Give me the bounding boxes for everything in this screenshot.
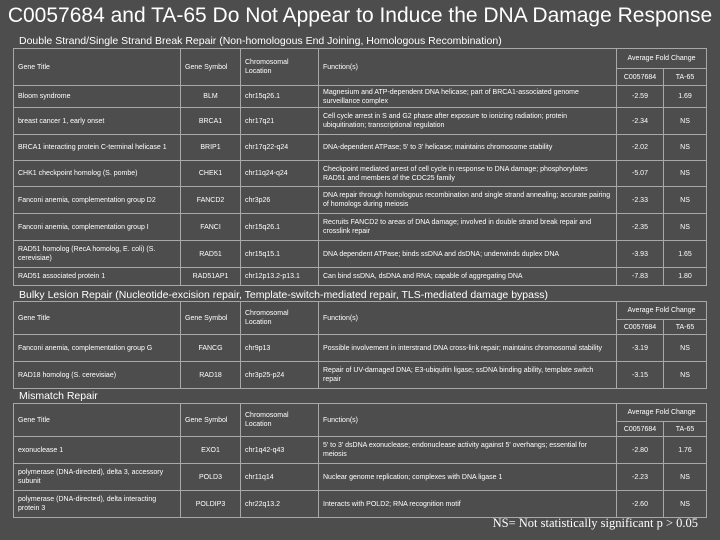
cell-gene-title: RAD51 associated protein 1 xyxy=(14,268,181,286)
cell-ta65: NS xyxy=(664,161,707,187)
cell-gene-symbol: BRIP1 xyxy=(181,135,241,161)
table-row xyxy=(14,268,707,286)
header-gene-symbol: Gene Symbol xyxy=(181,302,241,335)
cell-gene-title: exonuclease 1 xyxy=(14,437,181,464)
cell-ta65: 1.69 xyxy=(664,86,707,108)
table-row xyxy=(14,437,707,464)
cell-chrom-location: chr9p13 xyxy=(241,335,319,362)
cell-gene-symbol: BRCA1 xyxy=(181,108,241,135)
table-row xyxy=(14,108,707,135)
cell-gene-symbol: EXO1 xyxy=(181,437,241,464)
table-row xyxy=(14,362,707,389)
cell-ta65: NS xyxy=(664,214,707,241)
cell-function: DNA dependent ATPase; binds ssDNA and dsDNA; underwinds duplex DNA xyxy=(319,241,617,268)
header-ta65: TA-65 xyxy=(664,320,707,335)
cell-chrom-location: chr15q15.1 xyxy=(241,241,319,268)
header-functions: Function(s) xyxy=(319,404,617,437)
cell-chrom-location: chr3p26 xyxy=(241,187,319,214)
cell-function: Nuclear genome replication; complexes with DNA ligase 1 xyxy=(319,464,617,491)
cell-ta65: NS xyxy=(664,491,707,518)
cell-gene-title: polymerase (DNA-directed), delta 3, accessory subunit xyxy=(14,464,181,491)
slide-title: C0057684 and TA-65 Do Not Appear to Induce the DNA Damage Response xyxy=(7,4,713,27)
cell-ta65: 1.80 xyxy=(664,268,707,286)
cell-chrom-location: chr1q42-q43 xyxy=(241,437,319,464)
cell-ta65: NS xyxy=(664,135,707,161)
cell-c0057684: -2.02 xyxy=(617,135,664,161)
cell-gene-title: Fanconi anemia, complementation group I xyxy=(14,214,181,241)
cell-ta65: NS xyxy=(664,362,707,389)
cell-chrom-location: chr11q14 xyxy=(241,464,319,491)
cell-gene-title: breast cancer 1, early onset xyxy=(14,108,181,135)
cell-function: 5' to 3' dsDNA exonuclease; endonuclease activity against 5' overhangs; essential for meiosis xyxy=(319,437,617,464)
cell-ta65: NS xyxy=(664,464,707,491)
header-gene-title: Gene Title xyxy=(14,49,181,86)
cell-gene-title: RAD18 homolog (S. cerevisiae) xyxy=(14,362,181,389)
table-row xyxy=(14,214,707,241)
table-row xyxy=(14,491,707,518)
header-functions: Function(s) xyxy=(319,302,617,335)
table-row xyxy=(14,161,707,187)
cell-function: Checkpoint mediated arrest of cell cycle in response to DNA damage; phosphorylates RAD51 and members of the CDC25 family xyxy=(319,161,617,187)
cell-gene-symbol: POLD3 xyxy=(181,464,241,491)
cell-gene-title: polymerase (DNA-directed), delta interacting protein 3 xyxy=(14,491,181,518)
cell-gene-title: Bloom syndrome xyxy=(14,86,181,108)
header-chrom-location: Chromosomal Location xyxy=(241,302,319,335)
cell-ta65: NS xyxy=(664,187,707,214)
section-heading-break-repair: Double Strand/Single Strand Break Repair (Non-homologous End Joining, Homologous Recombination) xyxy=(19,35,502,47)
table-row xyxy=(14,135,707,161)
header-avg-fold-change: Average Fold Change xyxy=(617,49,707,69)
section-heading-bulky-lesion-repair: Bulky Lesion Repair (Nucleotide-excision repair, Template-switch-mediated repair, TLS-mediated damage bypass) xyxy=(19,289,548,301)
cell-chrom-location: chr11q24-q24 xyxy=(241,161,319,187)
cell-function: Interacts with POLD2; RNA recognition motif xyxy=(319,491,617,518)
cell-function: DNA-dependent ATPase; 5' to 3' helicase; maintains chromosome stability xyxy=(319,135,617,161)
header-ta65: TA-65 xyxy=(664,422,707,437)
cell-chrom-location: chr17q22-q24 xyxy=(241,135,319,161)
cell-function: DNA repair through homologous recombination and single strand annealing; accurate pairing of homologs during meiosis xyxy=(319,187,617,214)
header-gene-title: Gene Title xyxy=(14,404,181,437)
header-avg-fold-change: Average Fold Change xyxy=(617,302,707,320)
cell-gene-title: Fanconi anemia, complementation group D2 xyxy=(14,187,181,214)
cell-c0057684: -2.60 xyxy=(617,491,664,518)
table-mismatch-repair xyxy=(13,403,707,518)
header-avg-fold-change: Average Fold Change xyxy=(617,404,707,422)
header-gene-symbol: Gene Symbol xyxy=(181,49,241,86)
cell-function: Can bind ssDNA, dsDNA and RNA; capable of aggregating DNA xyxy=(319,268,617,286)
cell-function: Cell cycle arrest in S and G2 phase after exposure to ionizing radiation; protein ubiquitination; transcriptional regulation xyxy=(319,108,617,135)
cell-ta65: 1.65 xyxy=(664,241,707,268)
cell-ta65: NS xyxy=(664,335,707,362)
cell-function: Repair of UV-damaged DNA; E3-ubiquitin ligase; ssDNA binding ability, template switch repair xyxy=(319,362,617,389)
cell-ta65: 1.76 xyxy=(664,437,707,464)
header-ta65: TA-65 xyxy=(664,69,707,86)
cell-c0057684: -7.83 xyxy=(617,268,664,286)
table-row xyxy=(14,241,707,268)
table-row xyxy=(14,335,707,362)
cell-c0057684: -3.93 xyxy=(617,241,664,268)
cell-chrom-location: chr12p13.2-p13.1 xyxy=(241,268,319,286)
cell-function: Recruits FANCD2 to areas of DNA damage; involved in double strand break repair and crosslink repair xyxy=(319,214,617,241)
cell-gene-symbol: RAD51AP1 xyxy=(181,268,241,286)
cell-c0057684: -3.15 xyxy=(617,362,664,389)
cell-gene-symbol: CHEK1 xyxy=(181,161,241,187)
header-chrom-location: Chromosomal Location xyxy=(241,404,319,437)
table-row xyxy=(14,86,707,108)
table-row xyxy=(14,464,707,491)
cell-c0057684: -2.59 xyxy=(617,86,664,108)
header-c0057684: C0057684 xyxy=(617,69,664,86)
header-functions: Function(s) xyxy=(319,49,617,86)
cell-chrom-location: chr17q21 xyxy=(241,108,319,135)
cell-function: Possible involvement in interstrand DNA cross-link repair; maintains chromosomal stability xyxy=(319,335,617,362)
cell-c0057684: -2.23 xyxy=(617,464,664,491)
cell-c0057684: -5.07 xyxy=(617,161,664,187)
cell-c0057684: -2.35 xyxy=(617,214,664,241)
cell-gene-title: CHK1 checkpoint homolog (S. pombe) xyxy=(14,161,181,187)
cell-c0057684: -2.33 xyxy=(617,187,664,214)
cell-chrom-location: chr22q13.2 xyxy=(241,491,319,518)
table-break-repair xyxy=(13,48,707,286)
cell-gene-symbol: RAD51 xyxy=(181,241,241,268)
header-chrom-location: Chromosomal Location xyxy=(241,49,319,86)
cell-gene-title: RAD51 homolog (RecA homolog, E. coli) (S. cerevisiae) xyxy=(14,241,181,268)
section-heading-mismatch-repair: Mismatch Repair xyxy=(19,390,98,402)
cell-gene-title: BRCA1 interacting protein C-terminal helicase 1 xyxy=(14,135,181,161)
cell-gene-title: Fanconi anemia, complementation group G xyxy=(14,335,181,362)
table-row xyxy=(14,187,707,214)
cell-c0057684: -3.19 xyxy=(617,335,664,362)
cell-function: Magnesium and ATP-dependent DNA helicase; part of BRCA1-associated genome surveillance complex xyxy=(319,86,617,108)
cell-gene-symbol: FANCI xyxy=(181,214,241,241)
cell-chrom-location: chr3p25-p24 xyxy=(241,362,319,389)
cell-gene-symbol: FANCD2 xyxy=(181,187,241,214)
cell-ta65: NS xyxy=(664,108,707,135)
cell-c0057684: -2.34 xyxy=(617,108,664,135)
cell-gene-symbol: RAD18 xyxy=(181,362,241,389)
cell-chrom-location: chr15q26.1 xyxy=(241,86,319,108)
cell-gene-symbol: POLDIP3 xyxy=(181,491,241,518)
footnote: NS= Not statistically significant p > 0.05 xyxy=(492,516,698,530)
header-c0057684: C0057684 xyxy=(617,422,664,437)
table-bulky-lesion-repair xyxy=(13,301,707,389)
cell-gene-symbol: BLM xyxy=(181,86,241,108)
header-gene-title: Gene Title xyxy=(14,302,181,335)
cell-gene-symbol: FANCG xyxy=(181,335,241,362)
cell-c0057684: -2.80 xyxy=(617,437,664,464)
header-gene-symbol: Gene Symbol xyxy=(181,404,241,437)
cell-chrom-location: chr15q26.1 xyxy=(241,214,319,241)
header-c0057684: C0057684 xyxy=(617,320,664,335)
